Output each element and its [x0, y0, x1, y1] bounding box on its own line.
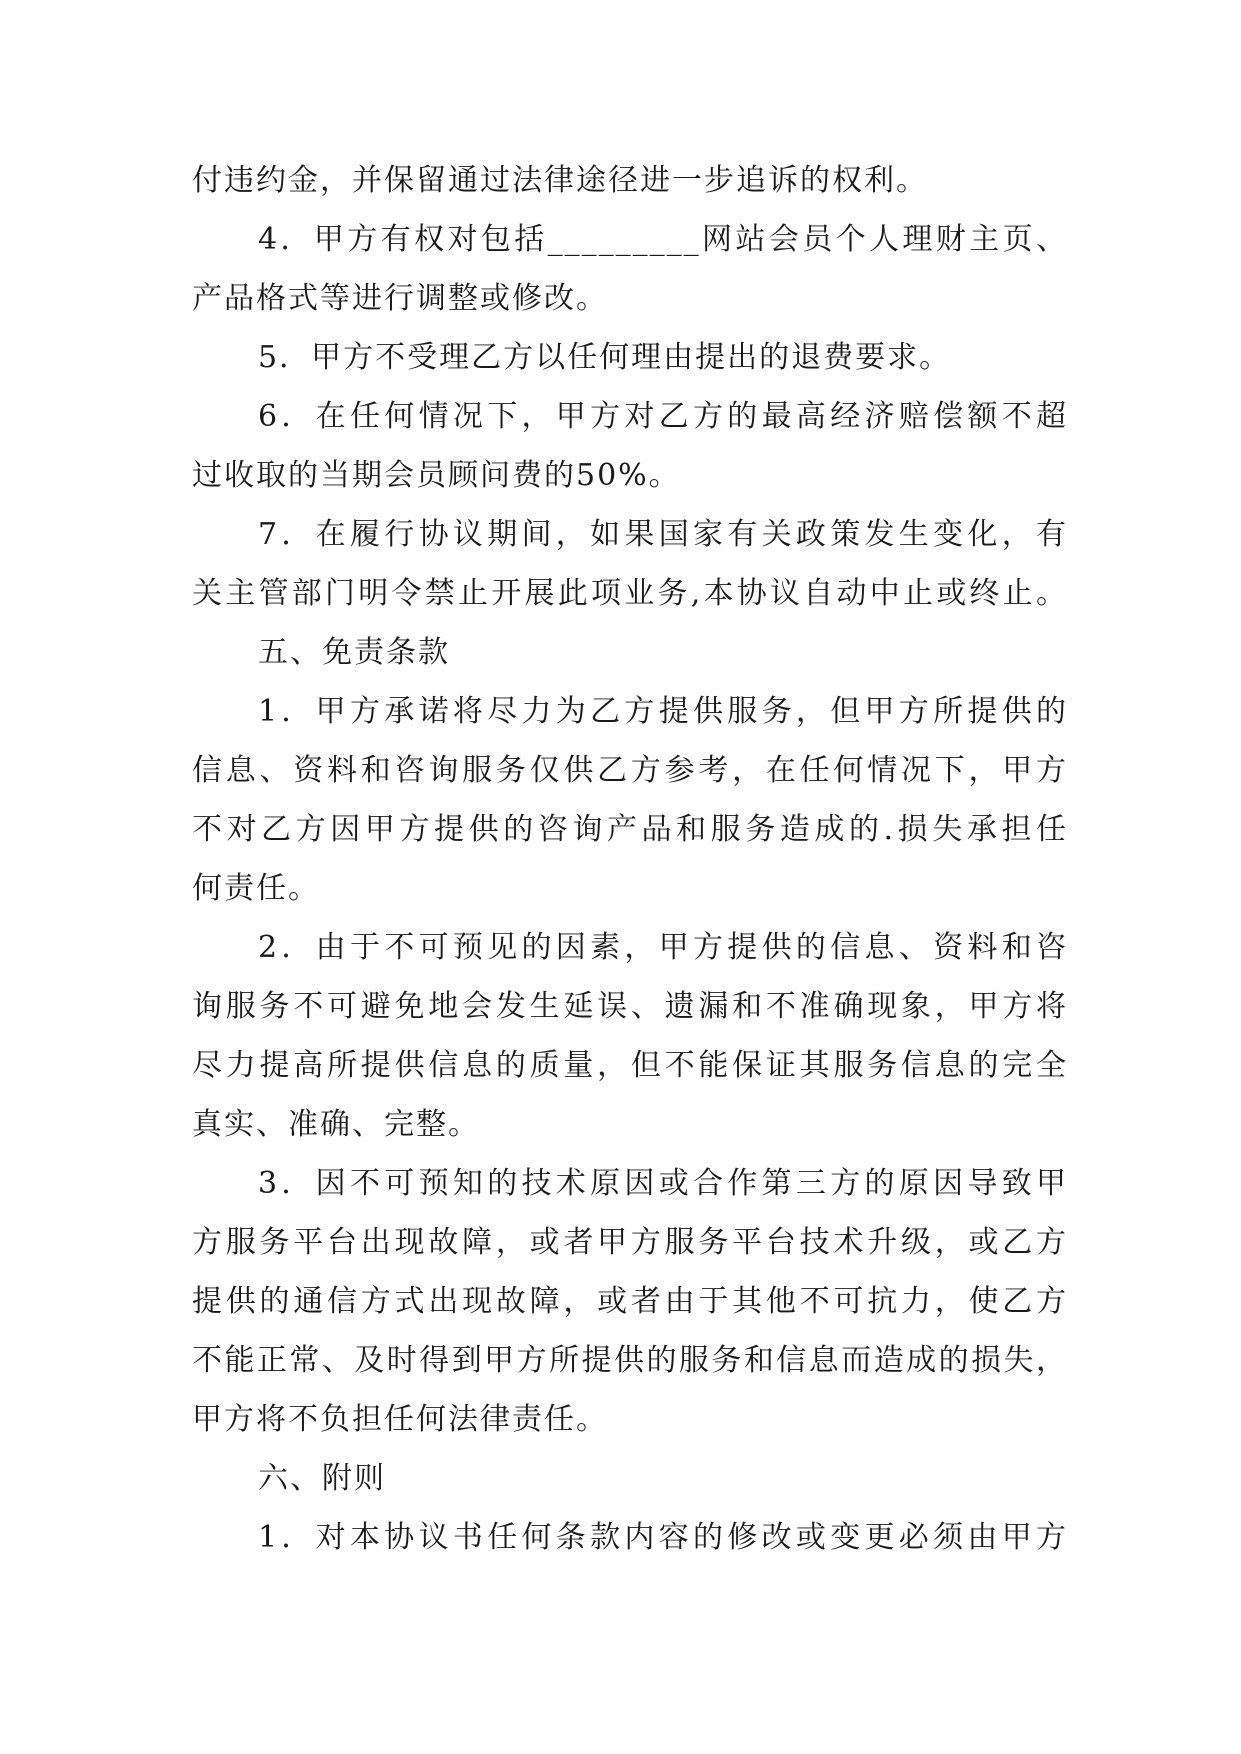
text-line: 何责任。 — [192, 871, 320, 906]
clause-5-line: 5．甲方不受理乙方以任何理由提出的退费要求。 — [258, 340, 952, 375]
text-line: 询服务不可避免地会发生延误、遗漏和不准确现象，甲方将 — [192, 989, 1068, 1024]
text-line: 不能正常、及时得到甲方所提供的服务和信息而造成的损失， — [192, 1343, 1068, 1378]
clause-7-line: 7．在履行协议期间，如果国家有关政策发生变化，有 — [258, 517, 1068, 552]
text-line: 真实、准确、完整。 — [192, 1107, 480, 1142]
text-line: 付违约金，并保留通过法律途径进一步追诉的权利。 — [192, 163, 928, 198]
text-line: 提供的通信方式出现故障，或者由于其他不可抗力，使乙方 — [192, 1284, 1068, 1319]
text-line: 方服务平台出现故障，或者甲方服务平台技术升级，或乙方 — [192, 1225, 1068, 1260]
text-line: 甲方将不负担任何法律责任。 — [192, 1402, 608, 1437]
clause-6-line: 6．在任何情况下，甲方对乙方的最高经济赔偿额不超 — [258, 399, 1068, 434]
section-heading-supplementary: 六、附则 — [258, 1461, 386, 1496]
text-line: 信息、资料和咨询服务仅供乙方参考，在任何情况下，甲方 — [192, 753, 1068, 788]
disclaimer-clause-2-line: 2．由于不可预见的因素，甲方提供的信息、资料和咨 — [258, 930, 1068, 965]
text-line: 产品格式等进行调整或修改。 — [192, 281, 608, 316]
supplementary-clause-1-line: 1．对本协议书任何条款内容的修改或变更必须由甲方 — [258, 1520, 1068, 1555]
disclaimer-clause-3-line: 3．因不可预知的技术原因或合作第三方的原因导致甲 — [258, 1166, 1068, 1201]
document-body — [192, 151, 1068, 1567]
text-line: 过收取的当期会员顾问费的50%。 — [192, 458, 681, 493]
clause-4-line: 4．甲方有权对包括_________网站会员个人理财主页、 — [258, 222, 1068, 257]
text-line: 不对乙方因甲方提供的咨询产品和服务造成的.损失承担任 — [192, 812, 1068, 847]
text-line: 关主管部门明令禁止开展此项业务,本协议自动中止或终止。 — [192, 576, 1068, 611]
text-line: 尽力提高所提供信息的质量，但不能保证其服务信息的完全 — [192, 1048, 1068, 1083]
disclaimer-clause-1-line: 1．甲方承诺将尽力为乙方提供服务，但甲方所提供的 — [258, 694, 1068, 729]
section-heading-disclaimer: 五、免责条款 — [258, 635, 450, 670]
